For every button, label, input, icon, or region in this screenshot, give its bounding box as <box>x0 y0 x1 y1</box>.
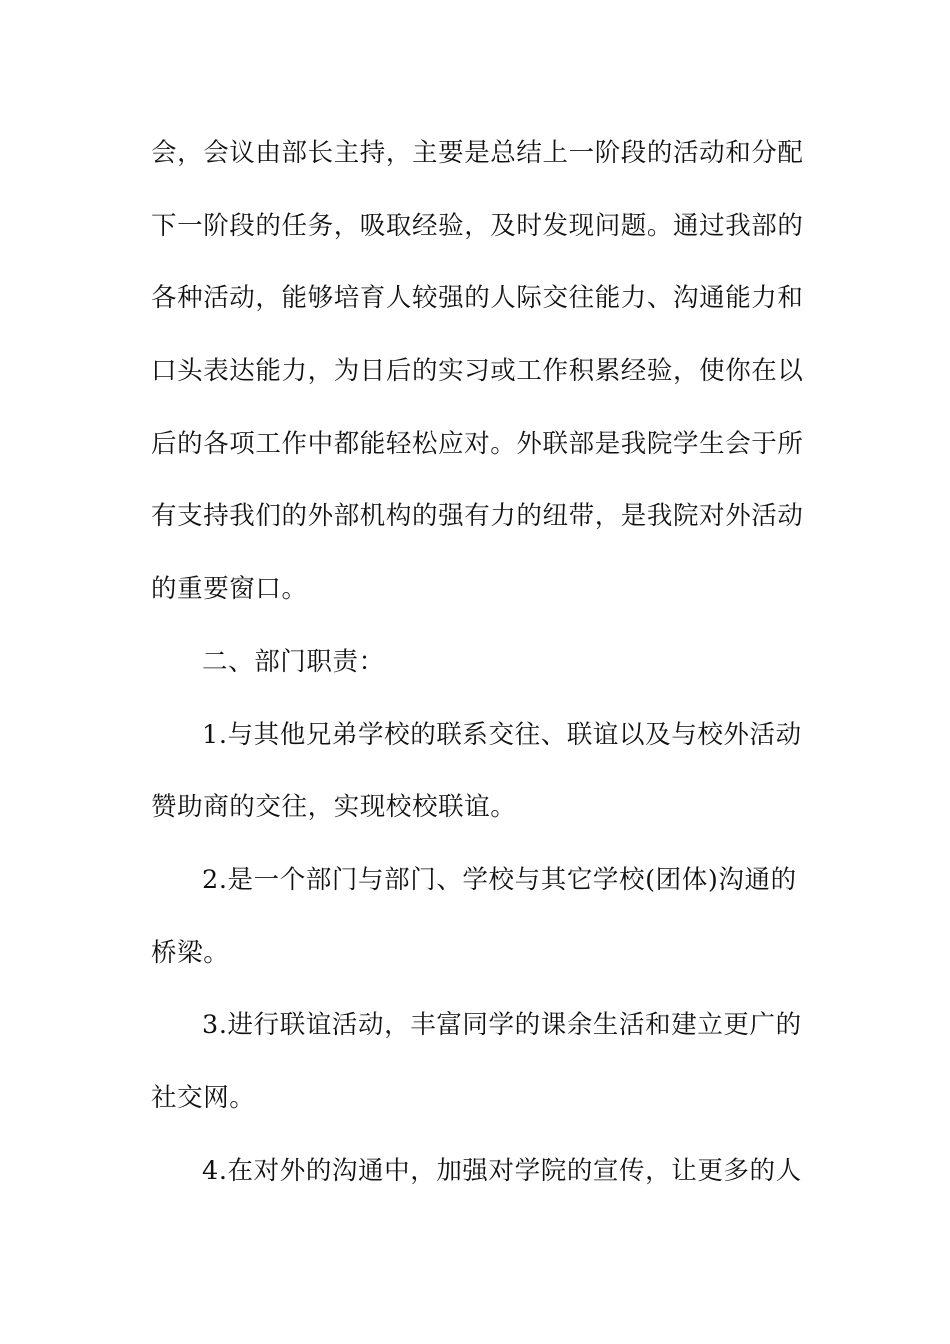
paragraph-line: 有支持我们的外部机构的强有力的纽带，是我院对外活动 <box>151 501 804 532</box>
document-body <box>151 130 804 1220</box>
paragraph-line: 后的各项工作中都能轻松应对。外联部是我院学生会于所 <box>151 428 804 459</box>
list-item-2-line: 2.是一个部门与部门、学校与其它学校(团体)沟通的 <box>202 864 797 895</box>
list-item-4-line: 4.在对外的沟通中，加强对学院的宣传，让更多的人 <box>202 1155 802 1186</box>
paragraph-line: 的重要窗口。 <box>151 574 308 605</box>
paragraph-line: 会，会议由部长主持，主要是总结上一阶段的活动和分配 <box>151 138 804 168</box>
list-item-2-line: 桥梁。 <box>151 937 230 968</box>
list-item-1-line: 赞助商的交往，实现校校联谊。 <box>151 792 517 823</box>
list-item-1-line: 1.与其他兄弟学校的联系交往、联谊以及与校外活动 <box>202 719 802 750</box>
paragraph-line: 口头表达能力，为日后的实习或工作积累经验，使你在以 <box>151 356 804 387</box>
paragraph-line: 各种活动，能够培育人较强的人际交往能力、沟通能力和 <box>151 283 804 314</box>
list-item-3-line: 3.进行联谊活动，丰富同学的课余生活和建立更广的 <box>202 1010 802 1041</box>
paragraph-line: 下一阶段的任务，吸取经验，及时发现问题。通过我部的 <box>151 210 804 241</box>
list-item-3-line: 社交网。 <box>151 1082 256 1113</box>
section-heading: 二、部门职责： <box>202 646 385 677</box>
